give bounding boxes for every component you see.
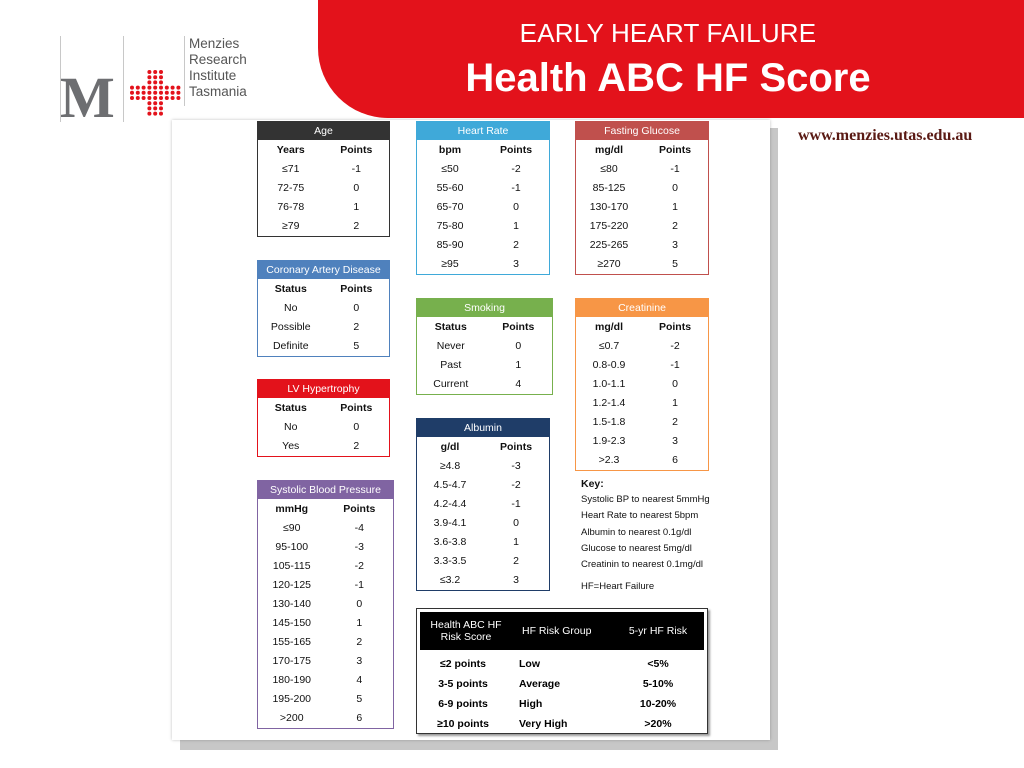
range-cell: 55-60 [436,182,464,194]
range-cell: 130-170 [589,201,629,213]
risk-header-row [420,612,704,650]
table-row [258,437,389,456]
risk-group: High [519,698,543,710]
column-header: Status [274,283,307,295]
risk-row [417,654,707,674]
risk-row [417,674,707,694]
risk-group: Very High [519,718,568,730]
table-row [417,356,552,375]
risk-score: ≤2 points [439,658,486,670]
range-cell: 1.2-1.4 [592,397,626,409]
range-cell: ≤50 [441,163,459,175]
range-cell: 130-140 [272,598,312,610]
risk-score: 3-5 points [438,678,488,690]
table-row [417,337,552,356]
fasting-glucose-table [575,121,709,275]
column-header: g/dl [440,441,460,453]
age-table [257,121,390,237]
table-row [576,236,708,255]
points-cell: 0 [672,378,678,390]
range-cell: No [284,302,298,314]
points-cell: -3 [511,460,521,472]
points-cell: 0 [513,201,519,213]
range-cell: 95-100 [275,541,309,553]
table-header: Systolic Blood Pressure [258,481,393,499]
table-row [417,375,552,394]
table-row [258,595,393,614]
points-cell: -1 [354,579,364,591]
column-header-row [417,140,549,160]
points-cell: -4 [354,522,364,534]
key-line: Systolic BP to nearest 5mmHg [581,494,710,506]
points-cell: 2 [353,321,360,333]
range-cell: ≥270 [597,258,621,270]
table-row [576,255,708,274]
column-header: Status [434,321,467,333]
key-title: Key: [581,478,604,490]
range-cell: 225-265 [589,239,629,251]
column-header: Points [658,144,692,156]
range-cell: 4.2-4.4 [433,498,467,510]
risk-row [417,714,707,734]
table-row [258,299,389,318]
key-line: Heart Rate to nearest 5bpm [581,510,699,522]
points-cell: 5 [356,693,363,705]
table-row [258,690,393,709]
risk-percent: >20% [644,718,672,730]
range-cell: 0.8-0.9 [592,359,626,371]
column-header-row [258,140,389,160]
risk-score: ≥10 points [437,718,489,730]
risk-header-5yr: 5-yr HF Risk [628,625,688,637]
points-cell: 2 [672,416,678,428]
range-cell: Current [433,378,469,390]
points-cell: 2 [353,440,360,452]
table-row [576,217,708,236]
points-cell: 4 [515,378,522,390]
table-row [417,476,549,495]
column-header-row [258,398,389,418]
points-cell: -3 [354,541,364,553]
points-cell: 1 [672,397,678,409]
range-cell: ≥4.8 [439,460,461,472]
range-cell: 1.9-2.3 [592,435,626,447]
points-cell: 1 [513,536,519,548]
cross-dots-icon [128,68,182,120]
column-header: mmHg [275,503,309,515]
points-cell: 1 [356,617,363,629]
table-row [417,160,549,179]
points-cell: 2 [513,555,519,567]
table-header: Albumin [417,419,549,437]
range-cell: 145-150 [272,617,312,629]
range-cell: 120-125 [272,579,312,591]
points-cell: -2 [354,560,364,572]
key-legend [581,476,710,595]
table-header: Fasting Glucose [576,122,708,140]
points-cell: 1 [353,201,360,213]
points-cell: 0 [353,182,360,194]
lv-hypertrophy-table [257,379,390,457]
range-cell: ≤71 [282,163,300,175]
risk-header-group: HF Risk Group [522,625,592,637]
table-row [417,217,549,236]
website-url: www.menzies.utas.edu.au [798,127,973,144]
logo-text [184,36,247,106]
range-cell: 3.6-3.8 [433,536,467,548]
table-row [258,217,389,236]
heart-rate-table [416,121,550,275]
column-header: Status [274,402,307,414]
range-cell: 1.5-1.8 [592,416,626,428]
table-row [417,457,549,476]
range-cell: Definite [272,340,309,352]
points-cell: 0 [672,182,678,194]
table-row [576,160,708,179]
table-row [576,413,708,432]
table-row [576,198,708,217]
systolic-bp-table [257,480,394,729]
table-row [417,236,549,255]
column-header: Points [340,402,373,414]
range-cell: ≥95 [441,258,459,270]
column-header: Points [658,321,692,333]
range-cell: Never [436,340,465,352]
range-cell: 65-70 [436,201,464,213]
logo-mark: M [60,65,113,130]
range-cell: 195-200 [272,693,312,705]
points-cell: 2 [356,636,363,648]
risk-percent: <5% [647,658,669,670]
menzies-logo [60,36,260,130]
column-header-row [576,140,708,160]
table-row [576,394,708,413]
points-cell: -1 [670,359,680,371]
range-cell: 76-78 [277,201,305,213]
points-cell: 5 [353,340,360,352]
column-header: Points [340,144,373,156]
range-cell: 170-175 [272,655,312,667]
points-cell: 2 [513,239,519,251]
points-cell: 3 [672,435,678,447]
column-header: Points [499,144,533,156]
table-row [258,198,389,217]
points-cell: 5 [672,258,678,270]
risk-score: 6-9 points [438,698,488,710]
points-cell: 2 [672,220,678,232]
range-cell: 4.5-4.7 [433,479,467,491]
table-row [258,160,389,179]
range-cell: 175-220 [589,220,629,232]
table-header: Creatinine [576,299,708,317]
table-row [258,671,393,690]
table-row [576,451,708,470]
table-row [417,255,549,274]
column-header: Points [502,321,535,333]
table-row [258,418,389,437]
risk-header-score: Health ABC HF Risk Score [430,619,502,643]
risk-percent: 5-10% [642,678,674,690]
table-row [258,614,393,633]
risk-group: Low [519,658,540,670]
range-cell: ≥79 [282,220,300,232]
column-header-row [576,317,708,337]
points-cell: 1 [515,359,522,371]
slide-subtitle: EARLY HEART FAILURE [519,18,817,48]
key-line: Glucose to nearest 5mg/dl [581,542,692,554]
range-cell: 180-190 [272,674,312,686]
range-cell: 3.3-3.5 [433,555,467,567]
column-header: Points [499,441,533,453]
table-row [417,571,549,590]
range-cell: 3.9-4.1 [433,517,467,529]
points-cell: 0 [515,340,522,352]
table-row [576,337,708,356]
table-row [576,356,708,375]
points-cell: 3 [513,258,519,270]
column-header: Points [340,283,373,295]
logo-line: Tasmania [189,84,247,99]
table-row [417,179,549,198]
table-row [258,652,393,671]
points-cell: -2 [670,340,680,352]
table-row [258,633,393,652]
albumin-table [416,418,550,591]
table-row [258,576,393,595]
table-row [258,179,389,198]
range-cell: Past [440,359,462,371]
risk-percent: 10-20% [639,698,677,710]
points-cell: 1 [513,220,519,232]
range-cell: 72-75 [277,182,305,194]
points-cell: 4 [356,674,363,686]
column-header: Points [343,503,376,515]
table-row [258,519,393,538]
table-row [258,318,389,337]
column-header-row [417,317,552,337]
range-cell: 85-125 [592,182,626,194]
table-row [417,533,549,552]
table-row [258,538,393,557]
table-header: Coronary Artery Disease [258,261,389,279]
key-footnote: HF=Heart Failure [581,581,655,593]
points-cell: 3 [513,574,519,586]
points-cell: 0 [353,302,360,314]
range-cell: ≤0.7 [598,340,620,352]
table-row [417,514,549,533]
range-cell: ≤90 [283,522,301,534]
column-header-row [258,279,389,299]
range-cell: Yes [282,440,300,452]
table-header: Smoking [417,299,552,317]
column-header: mg/dl [595,321,623,333]
points-cell: -1 [511,182,521,194]
table-header: LV Hypertrophy [258,380,389,398]
range-cell: >200 [279,712,304,724]
range-cell: 75-80 [436,220,464,232]
range-cell: 1.0-1.1 [592,378,626,390]
table-row [576,432,708,451]
points-cell: 0 [353,421,360,433]
points-cell: 6 [672,454,678,466]
range-cell: 155-165 [272,636,312,648]
table-row [576,375,708,394]
range-cell: ≤3.2 [439,574,461,586]
range-cell: ≤80 [600,163,618,175]
creatinine-table [575,298,709,471]
logo-line: Research [189,52,247,67]
points-cell: 3 [356,655,363,667]
table-row [576,179,708,198]
range-cell: 85-90 [436,239,464,251]
points-cell: 3 [672,239,678,251]
range-cell: 105-115 [272,560,311,572]
key-line: Creatinin to nearest 0.1mg/dl [581,559,703,571]
table-row [258,709,393,728]
cad-table [257,260,390,357]
table-row [417,495,549,514]
risk-score-table [416,608,708,734]
key-line: Albumin to nearest 0.1g/dl [581,526,692,538]
risk-group: Average [519,678,561,690]
points-cell: 0 [356,598,363,610]
logo-line: Institute [189,68,237,83]
range-cell: No [284,421,298,433]
points-cell: 6 [356,712,363,724]
column-header-row [417,437,549,457]
table-row [258,337,389,356]
table-row [417,198,549,217]
points-cell: -1 [511,498,521,510]
table-row [417,552,549,571]
table-row [258,557,393,576]
slide-title: Health ABC HF Score [465,56,871,100]
smoking-table [416,298,553,395]
range-cell: Possible [270,321,311,333]
column-header-row [258,499,393,519]
points-cell: -1 [670,163,680,175]
table-header: Heart Rate [417,122,549,140]
points-cell: 1 [672,201,678,213]
logo-line: Menzies [189,36,240,51]
column-header: Years [276,144,305,156]
risk-row [417,694,707,714]
points-cell: 2 [353,220,360,232]
column-header: mg/dl [595,144,623,156]
points-cell: -2 [511,163,521,175]
range-cell: >2.3 [598,454,620,466]
points-cell: 0 [513,517,519,529]
points-cell: -2 [511,479,521,491]
points-cell: -1 [351,163,361,175]
column-header: bpm [438,144,462,156]
table-header: Age [258,122,389,140]
